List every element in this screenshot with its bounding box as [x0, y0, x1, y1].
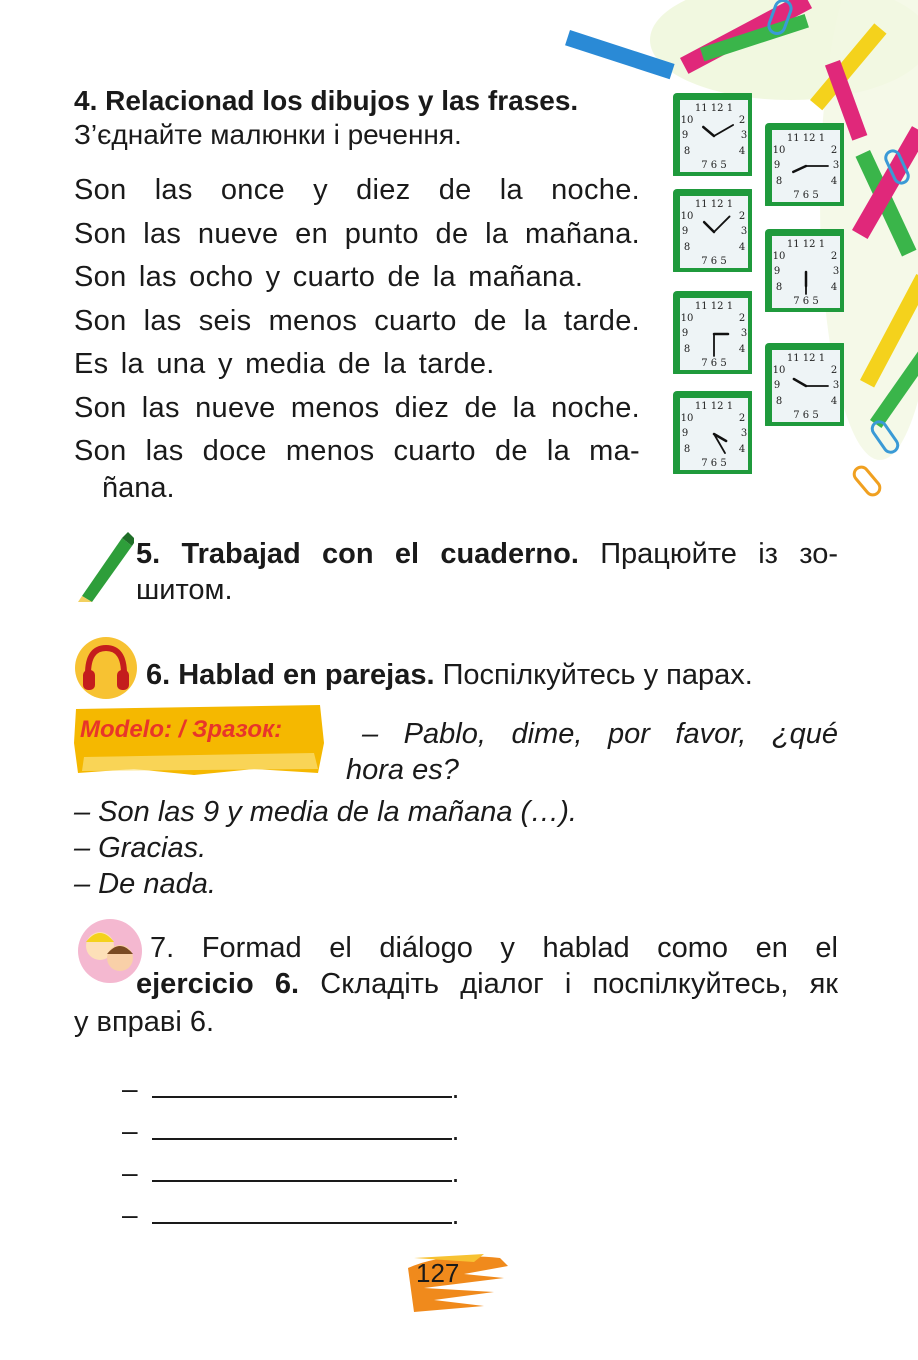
clock-numeral: 7 6 5 [793, 296, 819, 307]
ex5-line [136, 536, 838, 572]
clock-numeral: 2 [738, 413, 746, 424]
clock-numeral: 9 [681, 428, 689, 439]
clock-numeral: 2 [738, 313, 746, 324]
answer-blank[interactable] [152, 1072, 452, 1098]
ex4-title: 4. Relacionad los dibujos y las frases. [74, 85, 579, 116]
clock-numeral: 10 [772, 365, 786, 376]
clock-numeral: 8 [683, 242, 691, 253]
clock-icon [672, 290, 752, 374]
clock-numeral: 7 6 5 [701, 458, 727, 469]
clock-numeral: 11 12 1 [786, 353, 826, 364]
clock-numeral: 11 12 1 [786, 133, 826, 144]
clock-numeral: 9 [681, 226, 689, 237]
pen-icon [72, 530, 134, 602]
clock-numeral: 8 [683, 444, 691, 455]
clock-numeral: 10 [680, 115, 694, 126]
clock-icon [672, 188, 752, 272]
clock-numeral: 2 [738, 211, 746, 222]
clock-numeral: 3 [832, 380, 840, 391]
clock-numeral: 2 [830, 365, 838, 376]
ex4-sentence-1: Son las once y diez de la noche. [74, 174, 640, 206]
clock-numeral: 4 [738, 444, 746, 455]
answer-line-2 [122, 1114, 459, 1147]
ex6-title: 6. Hablad en parejas. [146, 659, 435, 691]
clock-icon [672, 390, 752, 474]
ex4-sentence-7: Son las doce menos cuarto de la ma- [74, 435, 640, 467]
clock-numeral: 9 [681, 130, 689, 141]
clock-numeral: 8 [775, 176, 783, 187]
clock-numeral: 3 [740, 226, 748, 237]
clock-numeral: 9 [773, 160, 781, 171]
clock-numeral: 7 6 5 [701, 358, 727, 369]
paperclip-orange-icon [851, 464, 882, 498]
clock-numeral: 8 [775, 396, 783, 407]
answer-blank[interactable] [152, 1198, 452, 1224]
clock-icon [764, 228, 844, 312]
clock-numeral: 7 6 5 [701, 256, 727, 267]
ex4-sentence-5: Es la una y media de la tarde. [74, 348, 495, 380]
clock-numeral: 9 [681, 328, 689, 339]
answer-dash: – [122, 1157, 138, 1188]
clock-numeral: 11 12 1 [786, 239, 826, 250]
answer-line-3 [122, 1156, 459, 1189]
clock-numeral: 11 12 1 [694, 199, 734, 210]
clock-numeral: 3 [832, 160, 840, 171]
clock-numeral: 4 [830, 396, 838, 407]
answer-blank[interactable] [152, 1114, 452, 1140]
ex6-dialog-line-1b: hora es? [346, 754, 459, 786]
answer-period: . [451, 1073, 460, 1104]
ex7-title: 7. Formad el diálogo y hablad como en el [150, 932, 838, 964]
ex4-sentence-3: Son las ocho y cuarto de la mañana. [74, 261, 584, 293]
ex5-text-cont: шитом. [136, 574, 233, 606]
clock-numeral: 11 12 1 [694, 103, 734, 114]
page-number: 127 [416, 1258, 460, 1288]
clock-numeral: 10 [680, 211, 694, 222]
clock-numeral: 8 [683, 344, 691, 355]
clock-numeral: 4 [738, 344, 746, 355]
ex6-dialog-line-1: – Pablo, dime, por favor, ¿qué [362, 718, 838, 750]
answer-line-4 [122, 1198, 459, 1231]
ex6-dialog-line-2: – Son las 9 y media de la mañana (…). [74, 796, 577, 828]
clock-numeral: 10 [680, 313, 694, 324]
clock-numeral: 2 [738, 115, 746, 126]
ex6-text: Поспілкуйтесь у парах. [442, 659, 753, 691]
ex5-text: Працюйте із зо- [600, 538, 838, 570]
clock-numeral: 7 6 5 [793, 410, 819, 421]
ex5-title: 5. Trabajad con el cuaderno. [136, 538, 579, 570]
answer-period: . [451, 1115, 460, 1146]
clock-numeral: 11 12 1 [694, 401, 734, 412]
clock-numeral: 10 [772, 251, 786, 262]
clock-numeral: 4 [738, 242, 746, 253]
clock-numeral: 9 [773, 266, 781, 277]
clock-numeral: 11 12 1 [694, 301, 734, 312]
ex6-dialog-line-4: – De nada. [74, 868, 216, 900]
answer-dash: – [122, 1073, 138, 1104]
clock-numeral: 7 6 5 [701, 160, 727, 171]
clock-numeral: 8 [775, 282, 783, 293]
clock-numeral: 7 6 5 [793, 190, 819, 201]
headphones-icon [74, 636, 138, 700]
answer-dash: – [122, 1115, 138, 1146]
ex6-line [146, 657, 753, 693]
clock-numeral: 3 [832, 266, 840, 277]
answer-dash: – [122, 1199, 138, 1230]
clock-numeral: 3 [740, 130, 748, 141]
clock-numeral: 4 [830, 282, 838, 293]
clock-icon [764, 342, 844, 426]
ex4-sentence-2: Son las nueve en punto de la mañana. [74, 218, 640, 250]
clock-numeral: 3 [740, 328, 748, 339]
ex4-sentence-6: Son las nueve menos diez de la noche. [74, 392, 640, 424]
ex4-sentence-4: Son las seis menos cuarto de la tarde. [74, 305, 640, 337]
clock-numeral: 10 [680, 413, 694, 424]
ex7-text: Складіть діалог і поспілкуйтесь, як [320, 968, 838, 1000]
ex4-subtitle: З’єднайте малюнки і речення. [74, 119, 462, 150]
answer-period: . [451, 1157, 460, 1188]
ex7-line-2 [136, 966, 838, 1002]
clock-icon [672, 92, 752, 176]
clock-icon [764, 122, 844, 206]
ex4-sentence-7-cont: ñana. [102, 472, 175, 504]
clock-numeral: 4 [830, 176, 838, 187]
clock-numeral: 2 [830, 251, 838, 262]
ex6-dialog-line-3: – Gracias. [74, 832, 207, 864]
answer-period: . [451, 1199, 460, 1230]
clock-numeral: 9 [773, 380, 781, 391]
clock-numeral: 4 [738, 146, 746, 157]
ex7-title-cont: ejercicio 6. [136, 968, 300, 1000]
clock-numeral: 8 [683, 146, 691, 157]
answer-line-1 [122, 1072, 459, 1105]
model-label: Modelo: / Зразок: [80, 716, 283, 743]
answer-blank[interactable] [152, 1156, 452, 1182]
ex7-text-cont: у вправі 6. [74, 1006, 215, 1038]
clock-numeral: 10 [772, 145, 786, 156]
clock-numeral: 3 [740, 428, 748, 439]
clock-numeral: 2 [830, 145, 838, 156]
